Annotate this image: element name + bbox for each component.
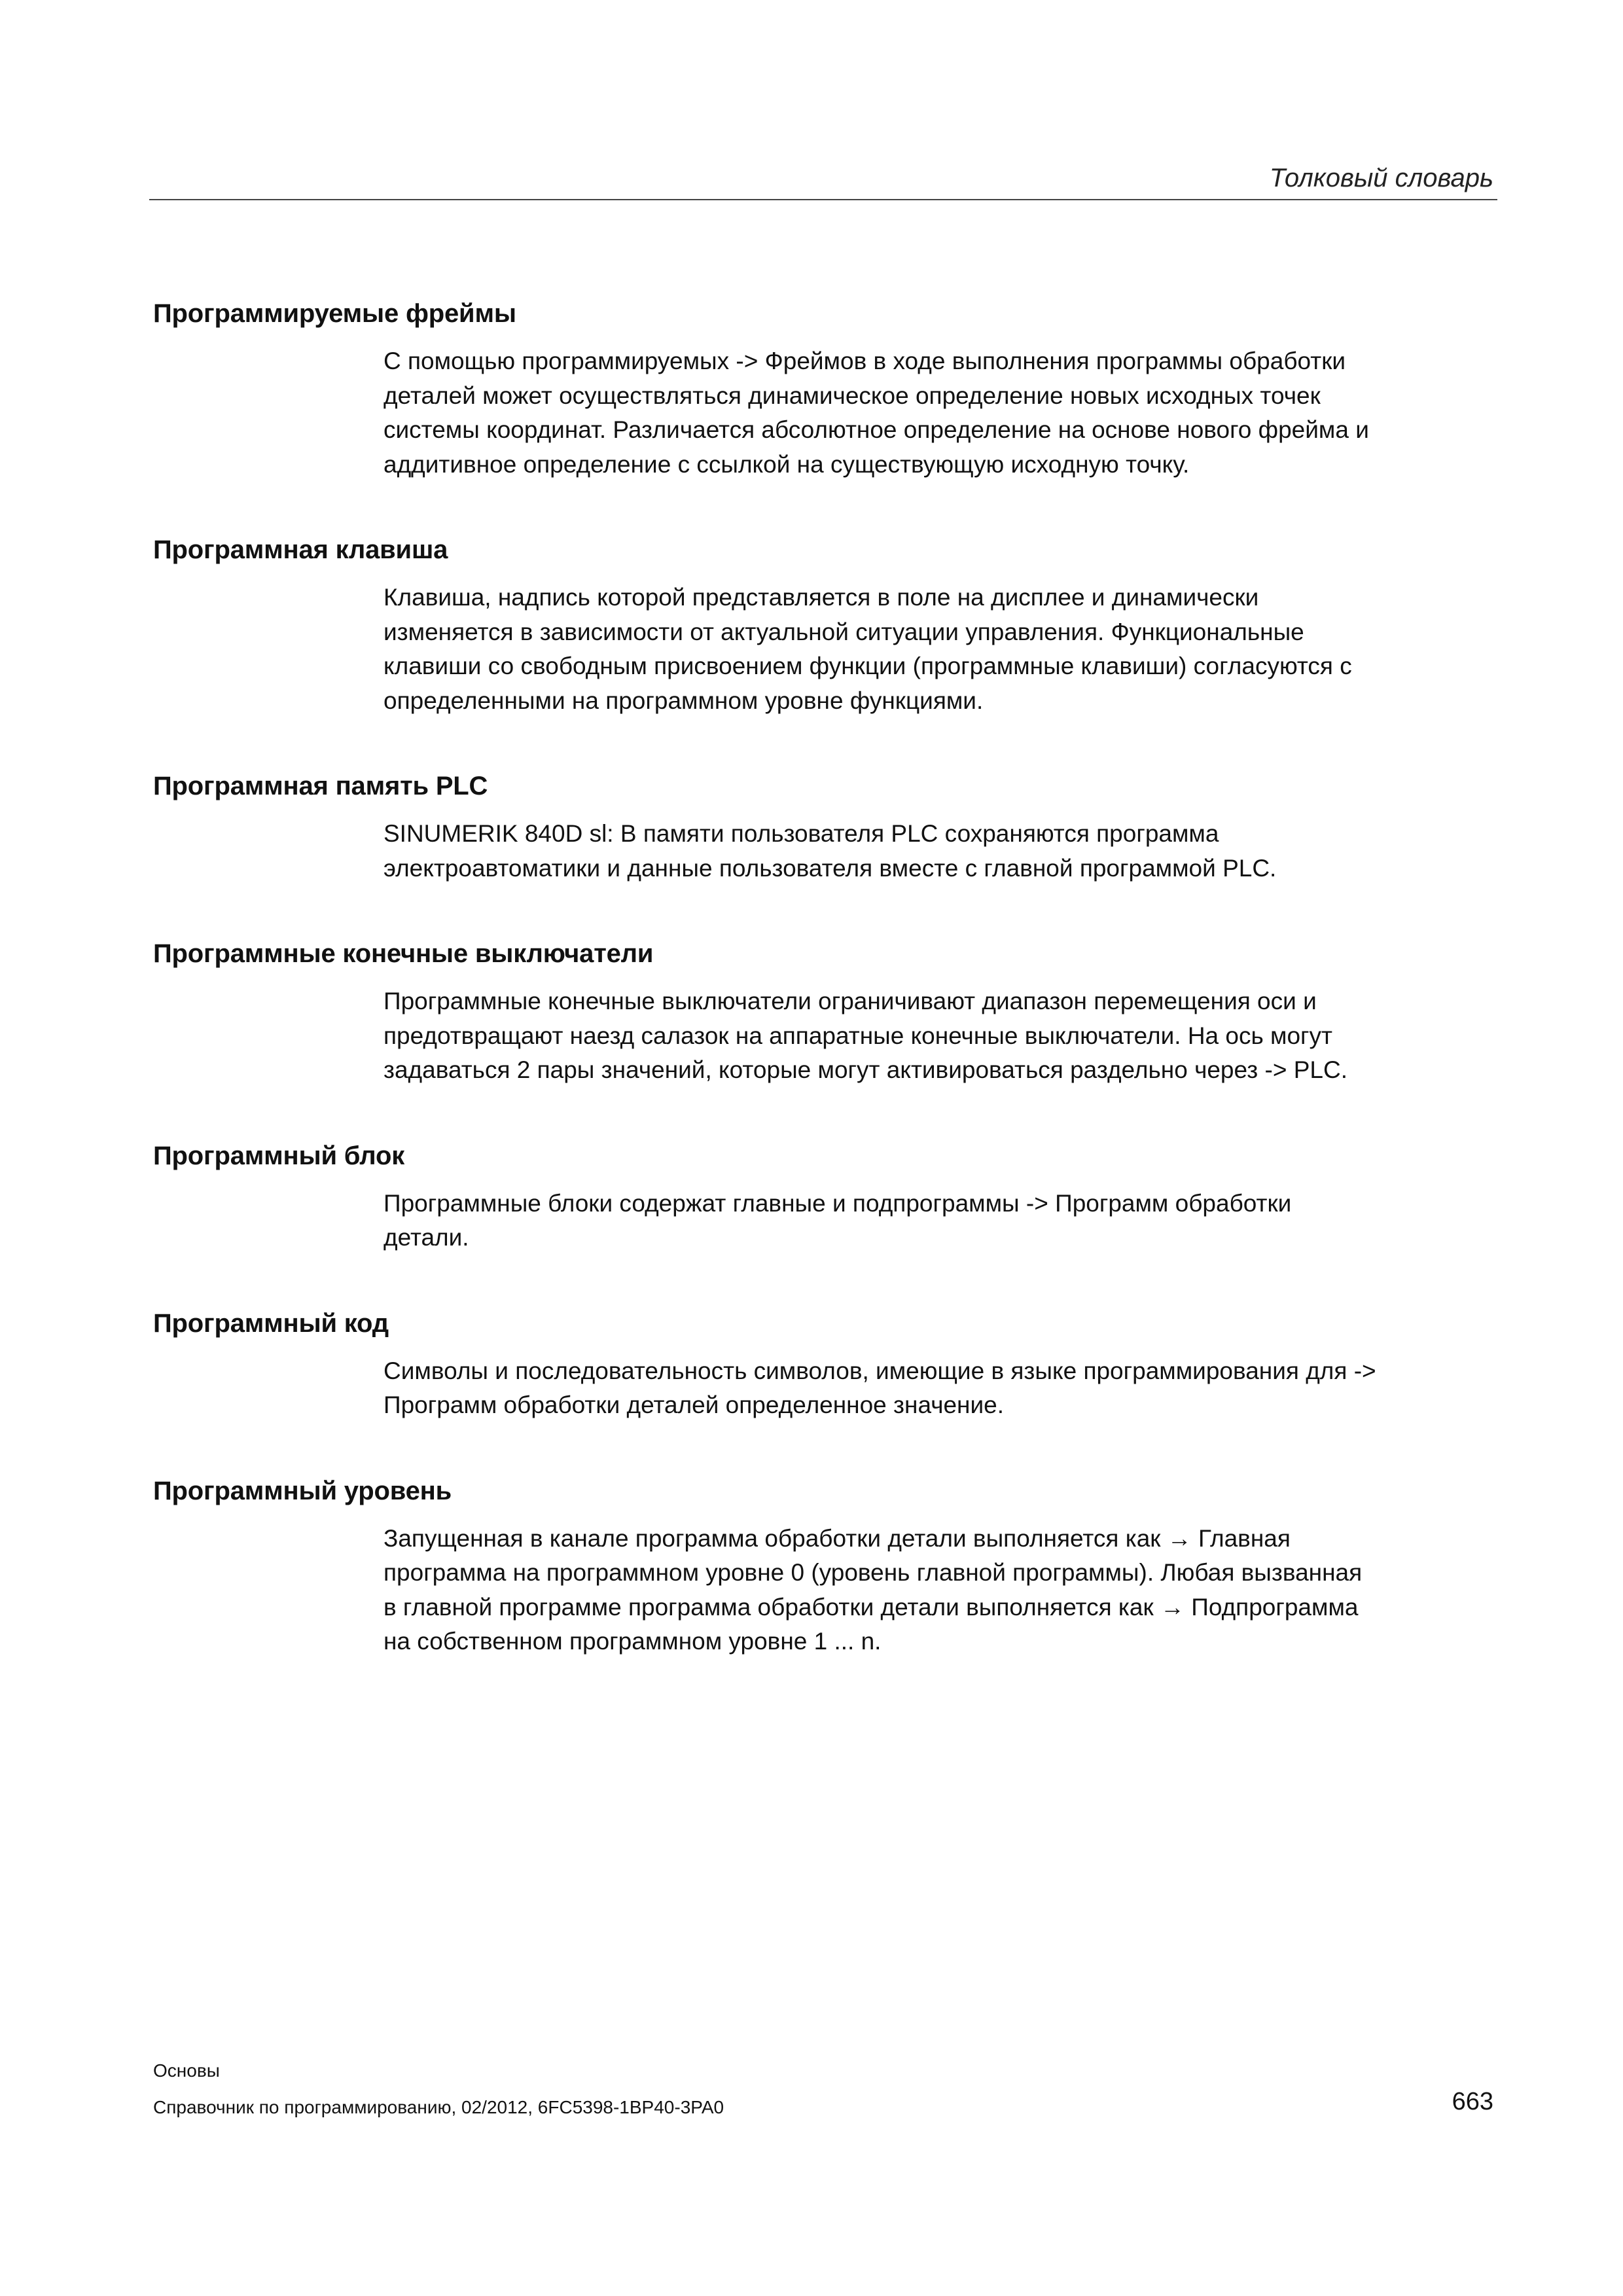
- glossary-entry: [153, 1477, 1501, 1659]
- footer-manual-name: Основы: [153, 2060, 220, 2081]
- glossary-entries: [153, 299, 1501, 1713]
- glossary-term: Программный блок: [153, 1141, 405, 1170]
- glossary-term: Программный уровень: [153, 1476, 452, 1505]
- glossary-entry: [153, 535, 1501, 718]
- glossary-entry: [153, 1141, 1501, 1255]
- glossary-definition: SINUMERIK 840D sl: В памяти пользователя PLC сохраняются программа электроавтоматики и данные пользователя вместе с главной программой PLC.: [383, 820, 1277, 882]
- running-header-title: Толковый словарь: [1269, 164, 1493, 192]
- page-number: 663: [1452, 2088, 1493, 2115]
- glossary-entry: [153, 299, 1501, 482]
- glossary-entry: [153, 1309, 1501, 1423]
- glossary-entry: [153, 939, 1501, 1088]
- glossary-term: Программная клавиша: [153, 535, 448, 564]
- glossary-term: Программная память PLC: [153, 772, 488, 800]
- glossary-definition: Программные конечные выключатели ограничивают диапазон перемещения оси и предотвращают наезд салазок на аппаратные конечные выключатели. На ось могут задаваться 2 пары значений, которые могут активироваться раздельно через -> PLC.: [383, 988, 1347, 1083]
- header-divider: [149, 199, 1497, 200]
- glossary-entry: [153, 772, 1501, 886]
- glossary-definition: Символы и последовательность символов, имеющие в языке программирования для -> Программ обработки деталей определенное значение.: [383, 1357, 1376, 1418]
- footer-document-reference: Справочник по программированию, 02/2012, 6FC5398-1BP40-3PA0: [153, 2097, 724, 2117]
- glossary-definition: Запущенная в канале программа обработки детали выполняется как → Главная программа на программном уровне 0 (уровень главной программы). Любая вызванная в главной программе программа обработки детали выполняется как → Подпрограмма на собственном программном уровне 1 ... n.: [383, 1524, 1363, 1655]
- glossary-definition: С помощью программируемых -> Фреймов в ходе выполнения программы обработки деталей может осуществляться динамическое определение новых исходных точек системы координат. Различается абсолютное определение на основе нового фрейма и аддитивное определение с ссылкой на существующую исходную точку.: [383, 348, 1369, 478]
- glossary-definition: Клавиша, надпись которой представляется в поле на дисплее и динамически изменяется в зависимости от актуальной ситуации управления. Функциональные клавиши со свободным присвоением функции (программные клавиши) согласуются с определенными на программном уровне функциями.: [383, 584, 1352, 714]
- glossary-term: Программные конечные выключатели: [153, 939, 654, 968]
- glossary-definition: Программные блоки содержат главные и подпрограммы -> Программ обработки детали.: [383, 1189, 1292, 1251]
- glossary-term: Программный код: [153, 1308, 389, 1338]
- glossary-term: Программируемые фреймы: [153, 299, 516, 328]
